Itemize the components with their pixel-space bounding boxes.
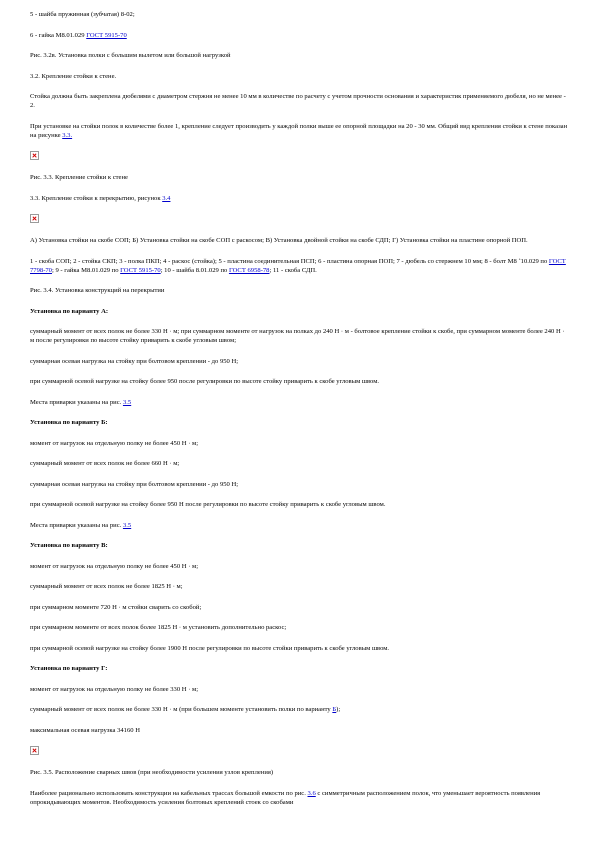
- broken-image-icon: [30, 151, 39, 160]
- text: суммарный момент от всех полок не более 660 Н · м;: [30, 460, 180, 467]
- figure-3-3-link[interactable]: 3.3.: [62, 131, 73, 139]
- text: ; 9 - гайка М8.01.029 по: [51, 266, 121, 274]
- paragraph: [30, 500, 570, 509]
- text: Рис. 3.4. Установка конструкций на перекрытии: [30, 287, 165, 294]
- text: А) Установка стойки на скобе СОП; Б) Установка стойки на скобе СОП с раскосом; В) Установка двойной стойки на скобе СДП; Г) Установка стойки на пластине опорной ПОП.: [30, 237, 528, 244]
- text: момент от нагрузок на отдельную полку не более 450 Н · м;: [30, 562, 199, 570]
- paragraph: [30, 789, 570, 807]
- text: при суммарной осевой нагрузке на стойку более 950 Н после регулировки по высоте стойку приварить к скобе угловым швом.: [30, 501, 386, 508]
- text: Наиболее рационально использовать конструкции на кабельных трассах большой емкости по рис.: [30, 789, 308, 797]
- paragraph: [30, 705, 570, 714]
- figure-caption: [30, 286, 570, 295]
- text: Установка по варианту Г:: [30, 665, 108, 672]
- text: Стойка должна быть закреплена дюбелями с диаметром стержня не менее 10 мм в количестве по расчету с учетом прочности основания и характеристик применяемого дюбеля, но не менее - 2.: [30, 93, 566, 109]
- text: ; 10 - шайба 8.01.029 по: [160, 266, 229, 274]
- gost-5915-70-link[interactable]: ГОСТ 5915-70: [120, 266, 161, 274]
- text: при суммарной осевой нагрузке на стойку более 1900 Н после регулировки по высоте стойки приварить к скобе угловым швом.: [30, 644, 390, 652]
- text: суммарный момент от всех полок не более 1825 Н · м;: [30, 583, 183, 590]
- text: 1 - скоба СОП; 2 - стойка СКП; 3 - полка ПКП; 4 - раскос (стойка); 5 - пластина соединительная ПСП; 6 - пластина опорная ПОП; 7 - дюбель со стержнем 10 мм; 8 - болт М8 ˚10.029 по: [30, 257, 549, 265]
- paragraph: [30, 603, 570, 612]
- paragraph: [30, 685, 570, 694]
- text: 6 - гайка М8.01.029: [30, 31, 87, 39]
- text: при суммарном моменте 720 Н · м стойки сварить со скобой;: [30, 603, 202, 611]
- text: Рис. 3.2в. Установка полки с большим вылетом или большой нагрузкой: [30, 52, 231, 59]
- variant-heading: [30, 541, 570, 550]
- text: Установка по варианту А:: [30, 307, 109, 315]
- text: суммарная осевая нагрузка на стойку при болтовом креплении - до 950 Н;: [30, 480, 239, 488]
- variant-heading: [30, 664, 570, 673]
- figure-3-5-link[interactable]: 3.5: [122, 521, 132, 529]
- paragraph: [30, 582, 570, 591]
- paragraph: [30, 521, 570, 530]
- gost-5915-70-link[interactable]: ГОСТ 5915-70: [86, 31, 127, 39]
- text: 3.2. Крепление стойки к стене.: [30, 72, 117, 80]
- document-body: [30, 10, 570, 818]
- paragraph: [30, 327, 570, 345]
- text: ; 11 - скоба СДП.: [269, 266, 317, 274]
- variant-heading: [30, 307, 570, 316]
- text: Рис. 3.3. Крепление стойки к стене: [30, 174, 128, 181]
- figure-caption: [30, 768, 570, 777]
- gost-6958-78-link[interactable]: ГОСТ 6958-78: [228, 266, 270, 274]
- text: 5 - шайба пружинная (зубчатая) 8-02;: [30, 11, 135, 18]
- paragraph: [30, 357, 570, 366]
- text: );: [336, 706, 341, 713]
- text: при суммарной осевой нагрузке на стойку более 950 после регулировки по высоте стойку приварить к скобе угловым швом.: [30, 378, 380, 385]
- paragraph: [30, 122, 570, 140]
- figure-legend: [30, 257, 570, 275]
- paragraph: [30, 398, 570, 407]
- text: При установке на стойки полок в количестве более 1, крепление следует производить у каждой полки выше ее опорной площадки на 20 - 30 мм. Общий вид крепления стойки к стене показан на рисунке: [30, 122, 568, 139]
- text: момент от нагрузок на отдельную полку не более 450 Н · м;: [30, 439, 199, 447]
- paragraph: [30, 459, 570, 468]
- paragraph: [30, 562, 570, 571]
- text: Установка по варианту В:: [30, 542, 108, 549]
- broken-image-icon: [30, 214, 39, 223]
- text: Места приварки указаны на рис.: [30, 521, 123, 529]
- paragraph: [30, 31, 570, 40]
- figure-3-6-link[interactable]: 3.6: [307, 789, 316, 797]
- text: суммарный момент от всех полок не более 330 Н · м (при большем моменте установить полки по варианту: [30, 706, 333, 713]
- text: Места приварки указаны на рис.: [30, 398, 123, 406]
- paragraph: [30, 623, 570, 632]
- figure-caption: [30, 51, 570, 60]
- variant-heading: [30, 418, 570, 427]
- text: Рис. 3.5. Расположение сварных швов (при необходимости усиления узлов крепления): [30, 769, 274, 776]
- paragraph: [30, 377, 570, 386]
- text: максимальная осевая нагрузка 34160 Н: [30, 726, 140, 734]
- paragraph: [30, 480, 570, 489]
- text: суммарная осевая нагрузка на стойку при болтовом креплении - до 950 Н;: [30, 357, 239, 365]
- paragraph: [30, 644, 570, 653]
- paragraph: [30, 439, 570, 448]
- text: суммарный момент от всех полок не более 330 Н · м; при суммарном моменте от нагрузок на полках до 240 Н · м - болтовое крепление стойки к скобе, при суммарном моменте более 240 Н · м после регулировки по высоте стойку приварить к скобе угловым швом;: [30, 328, 565, 344]
- section-heading: [30, 194, 570, 203]
- variant-b-link[interactable]: Б: [332, 706, 337, 713]
- text: 3.3. Крепление стойки к перекрытию, рисунок: [30, 194, 163, 202]
- figure-caption: [30, 173, 570, 182]
- figure-3-5-link[interactable]: 3.5: [122, 398, 132, 406]
- section-heading: [30, 72, 570, 81]
- broken-image-icon: [30, 746, 39, 755]
- text: Установка по варианту Б:: [30, 419, 108, 426]
- text: момент от нагрузок на отдельную полку не более 330 Н · м;: [30, 685, 199, 693]
- figure-3-4-link[interactable]: 3.4: [162, 194, 171, 202]
- paragraph: [30, 92, 570, 110]
- text: при суммарном моменте от всех полок более 1825 Н · м установить дополнительно раскос;: [30, 624, 287, 631]
- paragraph: [30, 726, 570, 735]
- figure-legend: [30, 236, 570, 245]
- paragraph: [30, 10, 570, 19]
- gost-7798-70-link[interactable]: ГОСТ 7798-70: [30, 257, 566, 274]
- text: с симметричным расположением полок, что уменьшает вероятность появления опрокидывающих моментов. Необходимость усиления болтовых креплений стоек со скобами: [30, 789, 541, 806]
